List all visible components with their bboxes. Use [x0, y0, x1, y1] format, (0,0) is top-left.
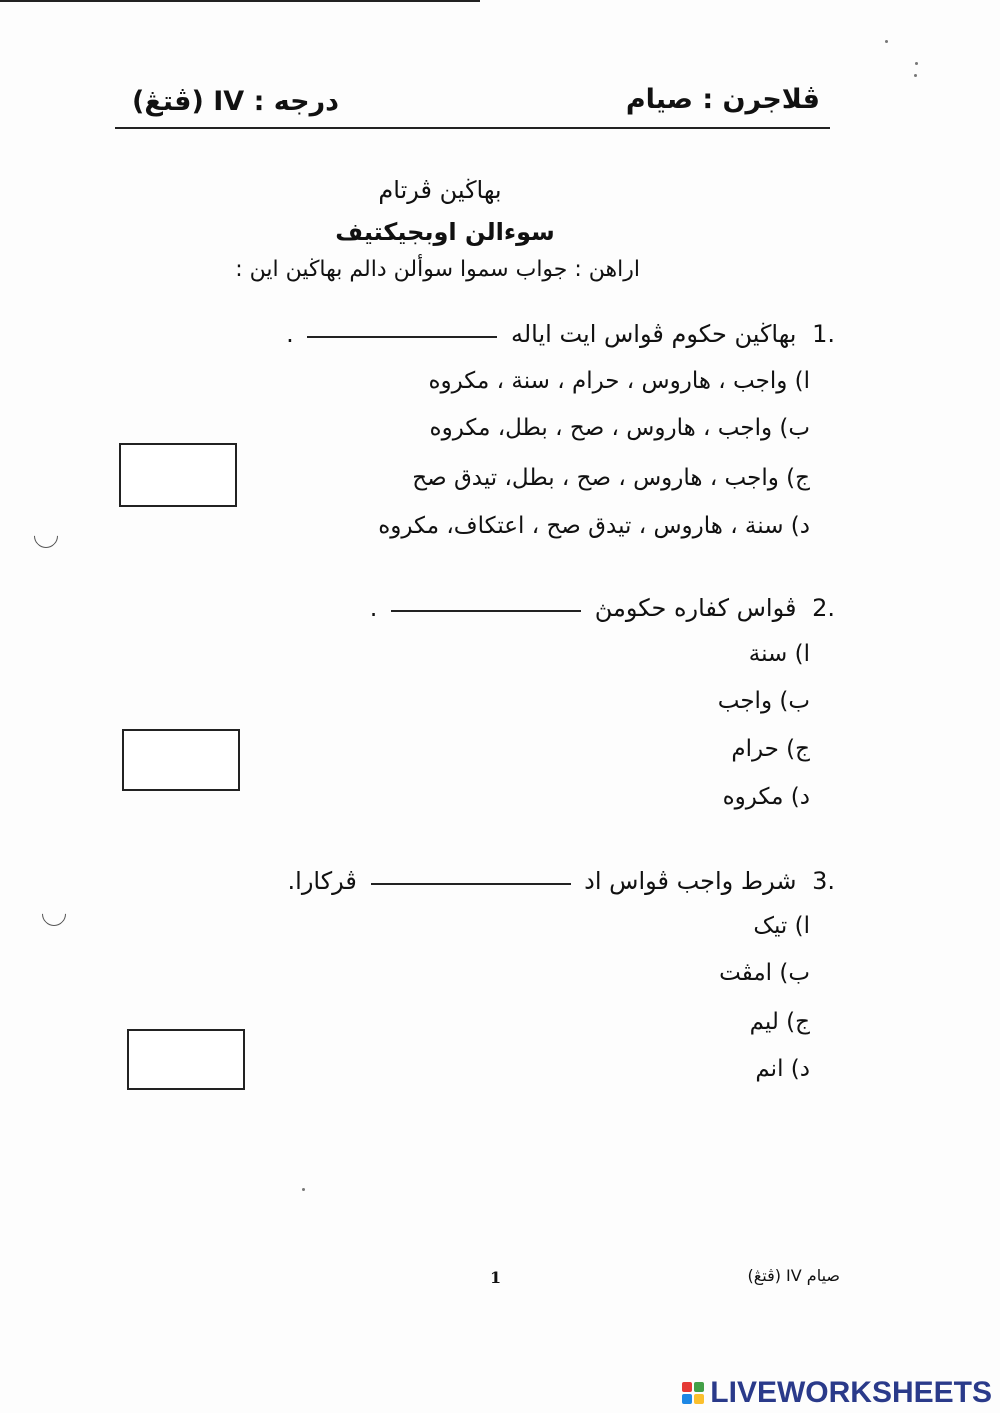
logo-square: [694, 1394, 704, 1404]
q3-option-c: ج) ليم: [749, 1009, 810, 1035]
q1-option-d: د) سنة ، هاروس ، تيدق صح ، اعتكاف، مكروه: [378, 513, 810, 539]
subject-label: ڤلاجرن : صيام: [625, 84, 820, 115]
q2-answer-box[interactable]: [122, 729, 240, 791]
punch-mark: [29, 519, 63, 553]
q1-option-b: ب) واجب ، هاروس ، صح ، بطل، مكروه: [429, 415, 810, 441]
grade-label: درجه : IV (ڤتڠ): [132, 86, 340, 117]
question-number: 1.: [812, 320, 835, 348]
q1-option-c: ج) واجب ، هاروس ، صح ، بطل، تيدق صح: [412, 465, 810, 491]
question-number: 3.: [812, 867, 835, 895]
instruction-text: اراهن : جواب سموا سوألن دالم بهاڬين اين :: [235, 257, 640, 282]
liveworksheets-watermark: [682, 1376, 992, 1410]
q2-option-a: ا) سنة: [748, 641, 810, 667]
logo-square: [694, 1382, 704, 1392]
footer-label: صيام IV (ڤتڠ): [747, 1266, 840, 1285]
logo-square: [682, 1382, 692, 1392]
liveworksheets-logo-icon: [682, 1382, 704, 1404]
page-number: 1: [490, 1268, 502, 1287]
q2-option-c: ج) حرام: [731, 736, 810, 762]
watermark-text: LIVEWORKSHEETS: [710, 1376, 992, 1409]
q2-option-b: ب) واجب: [717, 688, 810, 714]
question-2-stem: [370, 594, 835, 622]
punch-mark: [37, 897, 71, 931]
logo-square: [682, 1394, 692, 1404]
question-text-end: .: [369, 594, 378, 622]
answer-blank-line: [307, 332, 497, 338]
q1-option-a: ا) واجب ، هاروس ، حرام ، سنة ، مكروه: [428, 368, 810, 394]
scan-edge-line: [0, 0, 480, 2]
q3-option-a: ا) تيک: [753, 913, 810, 939]
question-text-end: .: [286, 320, 294, 348]
answer-blank-line: [391, 606, 581, 612]
header-divider: [115, 127, 830, 129]
question-text: بهاڬين حكوم ڤواس ايت اياله: [511, 320, 797, 348]
scan-speck: [914, 74, 917, 77]
scan-speck: [885, 40, 888, 43]
question-text: ڤواس كفاره حكومڽ: [594, 594, 797, 622]
question-text: شرط واجب ڤواس اد: [584, 867, 797, 895]
question-1-stem: [286, 320, 835, 348]
scan-speck: [915, 62, 918, 65]
answer-blank-line: [371, 879, 571, 885]
q1-answer-box[interactable]: [119, 443, 237, 507]
section-subtitle: سوءالن اوبجيكتيف: [335, 218, 555, 246]
section-title: بهاڬين ڤرتام: [378, 176, 502, 204]
scan-speck: [302, 1188, 305, 1191]
q3-option-b: ب) امڤت: [719, 960, 810, 986]
question-3-stem: [288, 867, 835, 895]
question-number: 2.: [812, 594, 835, 622]
q2-option-d: د) مكروه: [722, 784, 810, 810]
q3-option-d: د) انم: [755, 1056, 810, 1082]
question-text-end: ڤركارا.: [287, 867, 357, 895]
q3-answer-box[interactable]: [127, 1029, 245, 1090]
